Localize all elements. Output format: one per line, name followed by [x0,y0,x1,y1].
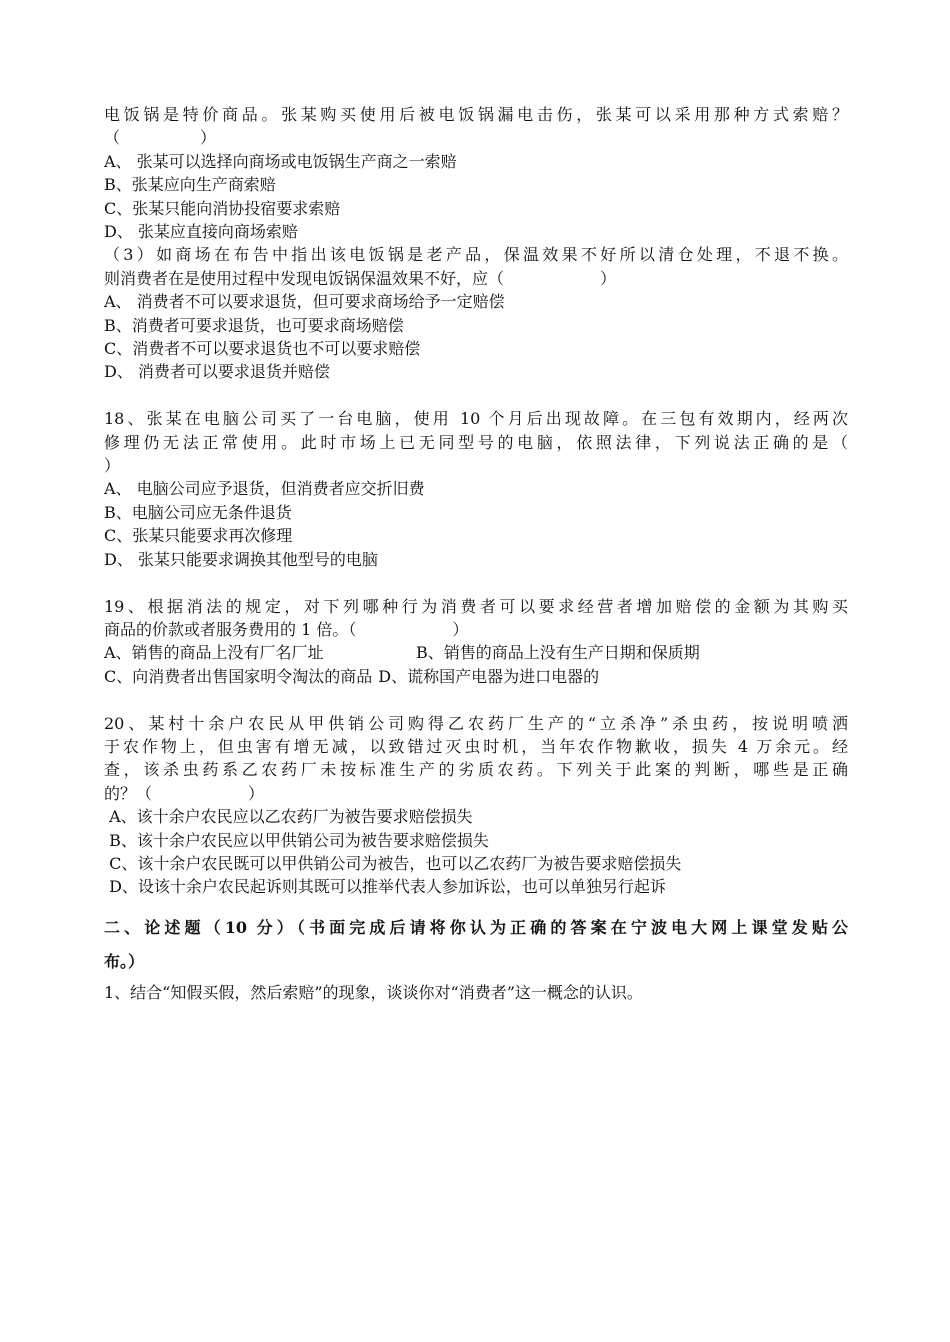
q18-line1: 18、张某在电脑公司买了一台电脑，使用 10 个月后出现故障。在三包有效期内，经两次 [104,409,848,429]
q17-stem-line1: 电饭锅是特价商品。张某购买使用后被电饭锅漏电击伤，张某可以采用那种方式索赔？ [104,105,848,124]
q19-options-row1 [104,641,848,664]
q17-option-a: A、 张某可以选择向商场或电饭锅生产商之一索赔 [104,151,457,171]
q20-line2: 于农作物上，但虫害有增无减，以致错过灭虫时机，当年农作物歉收，损失 4 万余元。经 [104,736,848,756]
q20-option-a: A、该十余户农民应以乙农药厂为被告要求赔偿损失 [104,807,473,827]
q19-line1: 19、根据消法的规定，对下列哪种行为消费者可以要求经营者增加赔偿的金额为其购买 [104,596,848,616]
q17-option-b: B、张某应向生产商索赔 [104,175,276,195]
spacer [104,384,848,407]
section2-heading-line1: 二、论述题（10 分）（书面完成后请将你认为正确的答案在宁波电大网上课堂发贴公 [104,917,848,937]
q18-option-c: C、张某只能要求再次修理 [104,526,293,546]
section2-heading-line2: 布。） [104,951,145,971]
q20-option-d: D、设该十余户农民起诉则其既可以推举代表人参加诉讼，也可以单独另行起诉 [104,877,666,897]
q17-option-c: C、张某只能向消协投宿要求索赔 [104,198,341,218]
q20-line3: 查，该杀虫药系乙农药厂未按标准生产的劣质农药。下列关于此案的判断，哪些是正确 [104,760,848,780]
q18-option-a: A、 电脑公司应予退货，但消费者应交折旧费 [104,479,425,499]
spacer [104,571,848,594]
q17-sub3-option-c: C、消费者不可以要求退货也不可以要求赔偿 [104,339,421,359]
q17-sub3-line1: （3）如商场在布告中指出该电饭锅是老产品，保温效果不好所以清仓处理，不退不换。 [104,245,848,265]
document-page [104,103,848,1004]
q19-option-b: B、销售的商品上没有生产日期和保质期 [416,643,700,663]
section2-question-1: 1、结合“知假买假，然后索赔”的现象，谈谈你对“消费者”这一概念的认识。 [104,982,643,1002]
q17-sub3-option-b: B、消费者可要求退货，也可要求商场赔偿 [104,315,404,335]
q20-line4: 的？（ ） [104,783,265,803]
q17-sub3-option-a: A、 消费者不可以要求退货，但可要求商场给予一定赔偿 [104,292,505,312]
q17-stem-line2: （ ） [104,128,217,148]
q18-option-d: D、 张某只能要求调换其他型号的电脑 [104,549,378,569]
q19-option-c: C、向消费者出售国家明令淘汰的商品 [104,666,373,686]
q17-option-d: D、 张某应直接向商场索赔 [104,222,298,242]
q18-line2: 修理仍无法正常使用。此时市场上已无同型号的电脑，依照法律，下列说法正确的是（ [104,432,848,452]
q20-option-b: B、该十余户农民应以甲供销公司为被告要求赔偿损失 [104,830,489,850]
q19-line2: 商品的价款或者服务费用的 1 倍。（ ） [104,619,469,639]
q19-option-a: A、销售的商品上没有厂名厂址 [104,643,324,663]
q19-option-d: D、谎称国产电器为进口电器的 [378,666,600,686]
spacer [104,688,848,711]
q18-option-b: B、电脑公司应无条件退货 [104,502,292,522]
q20-line1: 20、某村十余户农民从甲供销公司购得乙农药厂生产的“立杀净”杀虫药，按说明喷洒 [104,713,848,733]
q18-line3: ） [104,456,121,476]
q19-options-row2 [104,665,848,688]
q20-option-c: C、该十余户农民既可以甲供销公司为被告，也可以乙农药厂为被告要求赔偿损失 [104,853,682,873]
q17-sub3-option-d: D、 消费者可以要求退货并赔偿 [104,362,330,382]
q17-sub3-line2: 则消费者在是使用过程中发现电饭锅保温效果不好，应（ ） [104,268,617,288]
